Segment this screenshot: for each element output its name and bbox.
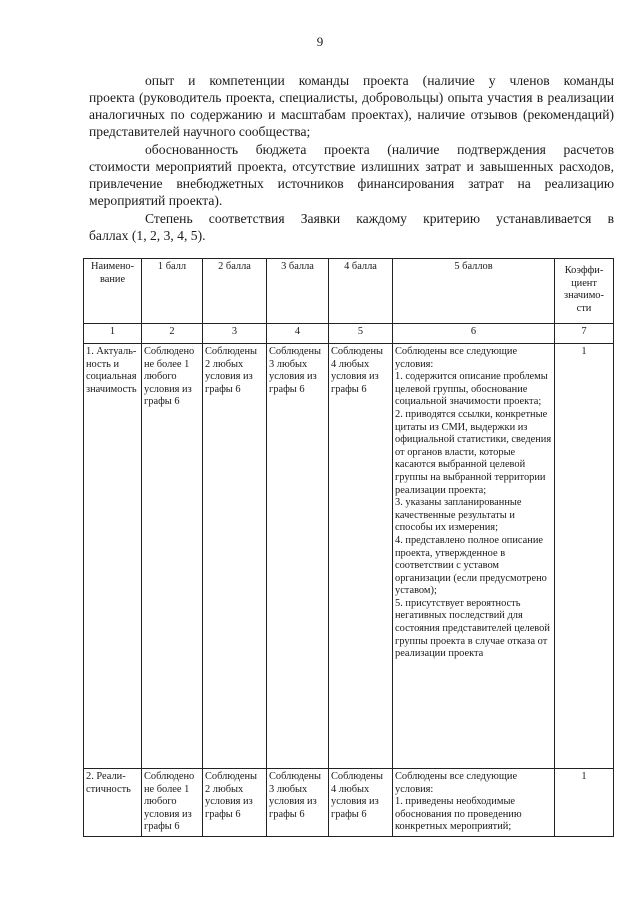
header-5-points: 5 баллов (393, 259, 555, 324)
header-3-points: 3 балла (267, 259, 329, 324)
criterion-3-points: Соблюдены 3 любых условия из графы 6 (267, 344, 329, 769)
condition-line: Соблюдены все следующие условия: (395, 346, 518, 370)
criteria-table (83, 258, 614, 837)
criterion-2-points: Соблюдены 2 любых условия из графы 6 (203, 769, 267, 837)
criterion-name: 1. Актуаль-ность и социальная значимость (84, 344, 142, 769)
condition-line: 4. представлено полное описание проекта, утвержденное в соответствии с уставом организации (если предусмотрено уставом); (395, 534, 547, 597)
page-number: 9 (316, 34, 324, 49)
criterion-2-points: Соблюдены 2 любых условия из графы 6 (203, 344, 267, 769)
criterion-1-point: Соблюдено не более 1 любого условия из графы 6 (142, 769, 203, 837)
condition-line: 3. указаны запланированные качественные результаты и способы их измерения; (395, 497, 522, 534)
criterion-coefficient: 1 (555, 344, 614, 769)
condition-line: 5. присутствует вероятность негативных последствий для состояния представителей целевой группы проекта в случае отказа от реализации проекта (395, 597, 550, 660)
column-number: 6 (393, 324, 555, 344)
header-coefficient: Коэффи-циент значимо-сти (555, 259, 614, 324)
condition-line: 1. приведены необходимые обоснования по проведению конкретных мероприятий; (395, 796, 522, 833)
paragraph-team-experience (89, 72, 614, 140)
header-1-point: 1 балл (142, 259, 203, 324)
criterion-5-points (393, 344, 555, 769)
column-number: 2 (142, 324, 203, 344)
criterion-coefficient: 1 (555, 769, 614, 837)
table-header-row (84, 259, 614, 324)
table-column-numbers-row (84, 324, 614, 344)
header-name: Наимено-вание (84, 259, 142, 324)
criterion-4-points: Соблюдены 4 любых условия из графы 6 (329, 769, 393, 837)
column-number: 1 (84, 324, 142, 344)
condition-line: 1. содержится описание проблемы целевой группы, обоснование социальной значимости проекта; (395, 371, 548, 408)
condition-line: Соблюдены все следующие условия: (395, 771, 518, 795)
paragraph-rest: стоимости мероприятий проекта, отсутствие излишних затрат и завышенных расходов, привлечение внебюджетных источников финансирования затрат на реализацию мероприятий проекта). (89, 159, 614, 208)
criterion-1-point: Соблюдено не более 1 любого условия из графы 6 (142, 344, 203, 769)
criterion-5-points (393, 769, 555, 837)
column-number: 7 (555, 324, 614, 344)
paragraph-first-line: опыт и компетенции команды проекта (наличие у членов команды (145, 73, 614, 88)
paragraph-rest: баллах (1, 2, 3, 4, 5). (89, 228, 206, 243)
paragraph-budget-justification (89, 141, 614, 209)
header-4-points: 4 балла (329, 259, 393, 324)
criterion-4-points: Соблюдены 4 любых условия из графы 6 (329, 344, 393, 769)
table-row (84, 769, 614, 837)
criterion-3-points: Соблюдены 3 любых условия из графы 6 (267, 769, 329, 837)
header-2-points: 2 балла (203, 259, 267, 324)
criterion-name: 2. Реали-стичность (84, 769, 142, 837)
paragraph-first-line: Степень соответствия Заявки каждому критерию устанавливается в (145, 211, 614, 226)
column-number: 5 (329, 324, 393, 344)
paragraph-rest: проекта (руководитель проекта, специалисты, добровольцы) опыта участия в реализации аналогичных по содержанию и масштабам проектах), наличие отзывов (рекомендаций) представителей научного сообщества; (89, 90, 614, 139)
paragraph-first-line: обоснованность бюджета проекта (наличие подтверждения расчетов (145, 142, 614, 157)
column-number: 4 (267, 324, 329, 344)
paragraph-scoring-scale (89, 210, 614, 244)
column-number: 3 (203, 324, 267, 344)
table-row (84, 344, 614, 769)
condition-line: 2. приводятся ссылки, конкретные цитаты из СМИ, выдержки из официальной статистики, сведения от органов власти, которые касаются выбранной целевой группы на выбранной территории реализации проекта; (395, 408, 552, 496)
